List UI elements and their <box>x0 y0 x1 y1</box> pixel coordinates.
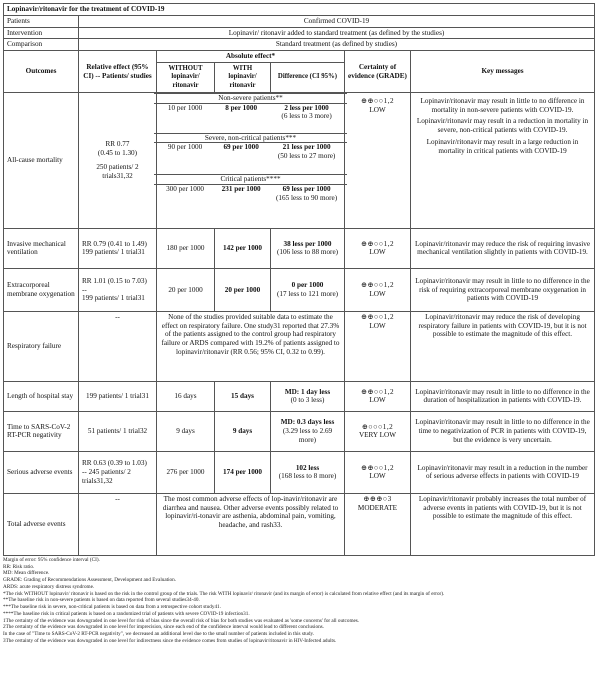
difference-value: 38 less per 1000 <box>283 239 332 248</box>
footnote: 2The certainty of the evidence was downgraded in one level for imprecision, since each end of the confidence interval would lead to different conclusions. <box>3 624 324 631</box>
outcome-label: All-cause mortality <box>4 92 79 228</box>
key-messages-cell <box>411 92 595 228</box>
narrative: None of the studies provided suitable data to estimate the effect on respiratory failure. One study31 reported that 27.3% of the patients assigned to the control group had respiratory failure or ARDS compared with 19.2% of patients assigned to lopinavir/ritonavir (RR 0.56; 95% CI, 0.32 to 0.99). <box>157 311 345 381</box>
footnote: Margin of error: 95% confidence interval (CI). <box>3 556 100 563</box>
subgroup-row <box>157 143 344 174</box>
difference-value: 2 less per 1000 <box>284 103 329 112</box>
pico-value: Confirmed COVID-19 <box>79 15 595 27</box>
header-difference: Difference (CI 95%) <box>271 62 345 92</box>
key-message: Lopinavir/ritonavir may result in little to no difference in the time to negativization of PCR in patients with COVID-19, but the evidence is very uncertain. <box>411 411 595 451</box>
patients-studies: 250 patients/ 2 trials31,32 <box>96 163 139 181</box>
certainty-symbol: ⊕⊕⊕○3 <box>363 494 392 503</box>
difference-value: MD: 1 day less <box>284 387 331 396</box>
outcome-label: Serious adverse events <box>4 451 79 493</box>
without-value: 9 days <box>157 411 215 451</box>
header-absolute-effect: Absolute effect* <box>157 51 345 63</box>
difference-value: 69 less per 1000 <box>282 185 331 194</box>
mortality-subgroups <box>157 92 345 228</box>
header-without: WITHOUT lopinavir/ ritonavir <box>157 62 215 92</box>
certainty-cell <box>345 451 411 493</box>
header-relative-effect: Relative effect (95% CI) -- Patients/ studies <box>79 51 157 93</box>
summary-of-findings-table <box>3 3 595 556</box>
footnote: **The baseline risk in non-severe patients is based on data reported from several studies34-40. <box>3 597 200 604</box>
difference-ci: (106 less to 88 more) <box>276 248 339 257</box>
difference-ci: (50 less to 27 more) <box>277 152 336 161</box>
outcome-label: Extracorporeal membrane oxygenation <box>4 268 79 311</box>
certainty-level: VERY LOW <box>358 431 397 440</box>
difference-ci: (0 to 3 less) <box>290 396 325 405</box>
key-message: Lopinavir/ritonavir may result in a reduction in the number of serious adverse effects in patients with COVID-19 <box>411 451 595 493</box>
difference-ci: (6 less to 3 more) <box>281 112 332 121</box>
key-message: Lopinavir/ritonavir probably increases the total number of adverse events in patients with COVID-19, but it is not possible to estimate the magnitude of this effect. <box>411 493 595 555</box>
rr-value: RR 1.01 (0.15 to 7.03) <box>82 276 147 285</box>
certainty-cell <box>345 381 411 411</box>
certainty-symbol: ⊕⊕○○1,2 <box>360 312 395 321</box>
footnote: ARDS: acute respiratory distress syndrome. <box>3 583 95 590</box>
difference-ci: (17 less to 121 more) <box>276 289 339 298</box>
without-value: 90 per 1000 <box>167 143 203 152</box>
without-value: 180 per 1000 <box>157 228 215 268</box>
with-value: 231 per 1000 <box>221 185 261 194</box>
with-value: 8 per 1000 <box>225 103 258 112</box>
with-value: 69 per 1000 <box>223 143 259 152</box>
certainty-cell <box>345 92 411 228</box>
relative-effect <box>79 92 157 228</box>
narrative: The most common adverse effects of lop-inavir/ritonavir are diarrhea and nausea. Other adverse events possibly related to lopinavir/ri-tonavir are asthenia, abdominal pain, vomiting, headache, and rash33. <box>157 493 345 555</box>
relative-effect <box>79 228 157 268</box>
certainty-level: LOW <box>369 105 386 114</box>
certainty-level: MODERATE <box>357 503 398 512</box>
separator-dashes: -- <box>82 285 87 294</box>
patients-studies: 51 patients/ 1 trial32 <box>79 411 157 451</box>
footnotes <box>3 557 594 645</box>
relative-effect <box>79 268 157 311</box>
difference-value: MD: 0.3 days less <box>280 418 335 427</box>
patients-studies: 199 patients/ 1 trial31 <box>79 381 157 411</box>
certainty-cell <box>345 311 411 381</box>
key-message: Lopinavir/ritonavir may reduce the risk of developing respiratory failure in patients with COVID-19, but it is not possible to estimate the magnitude of this effect. <box>411 311 595 381</box>
footnote: MD: Mean difference. <box>3 570 50 577</box>
certainty-level: LOW <box>369 472 386 481</box>
subgroup-label: Non-severe patients** <box>154 93 347 104</box>
without-value: 276 per 1000 <box>157 451 215 493</box>
difference-cell <box>271 228 345 268</box>
certainty-level: LOW <box>369 248 386 257</box>
without-value: 300 per 1000 <box>166 185 205 194</box>
footnote: 1The certainty of the evidence was downgraded in one level for risk of bias since the overall risk of bias for both studies was evaluated as 'some concerns' for all outcomes. <box>3 617 360 624</box>
certainty-cell <box>345 228 411 268</box>
certainty-symbol: ⊕⊕○○1,2 <box>360 239 395 248</box>
pico-label: Patients <box>4 15 79 27</box>
outcome-label: Time to SARS-CoV-2 RT-PCR negativity <box>4 411 79 451</box>
key-message: Lopinavir/ritonavir may reduce the risk of requiring invasive mechanical ventilation slightly in patients with COVID-19. <box>411 228 595 268</box>
difference-cell <box>271 451 345 493</box>
without-value: 16 days <box>157 381 215 411</box>
certainty-symbol: ⊕⊕○○1,2 <box>360 281 395 290</box>
rr-value: RR 0.79 (0.41 to 1.49) <box>82 239 147 248</box>
subgroup-label: Critical patients**** <box>154 174 347 185</box>
subgroup-row <box>157 185 344 203</box>
certainty-cell <box>345 268 411 311</box>
difference-cell <box>271 411 345 451</box>
certainty-level: LOW <box>369 396 386 405</box>
header-key-messages: Key messages <box>411 51 595 93</box>
rr-value: RR 0.63 (0.39 to 1.03) <box>82 459 147 468</box>
outcome-label: Invasive mechanical ventilation <box>4 228 79 268</box>
pico-value: Standard treatment (as defined by studies) <box>79 39 595 51</box>
patients-studies: 199 patients/ 1 trial31 <box>82 248 145 257</box>
key-message: Lopinavir/ritonavir may result in little to no difference in the risk of requiring extracorporeal membrane oxygenation in patients with COVID-19 <box>411 268 595 311</box>
certainty-cell <box>345 493 411 555</box>
header-certainty: Certainty of evidence (GRADE) <box>345 51 411 93</box>
key-message: Lopinavir/ritonavir may result in a reduction in mortality in severe, non-critical patients with COVID-19. <box>416 117 589 135</box>
certainty-symbol: ⊕⊕○○1,2 <box>360 96 395 105</box>
key-message: Lopinavir/ritonavir may result in little to no difference in mortality in non-severe patients with COVID-19. <box>420 96 585 114</box>
footnote: RR: Risk ratio. <box>3 563 35 570</box>
with-value: 142 per 1000 <box>215 228 271 268</box>
header-outcomes: Outcomes <box>4 51 79 93</box>
outcome-label: Total adverse events <box>4 493 79 555</box>
difference-value: 21 less per 1000 <box>282 143 331 152</box>
difference-value: 102 less <box>295 463 320 472</box>
without-value: 20 per 1000 <box>157 268 215 311</box>
footnote: 3The certainty of the evidence was downgraded in one level for indirectness since the evidence comes from studies of lopinavir/ritonavir in HIV-Infected adults. <box>3 637 337 644</box>
rr-value: RR 0.77 <box>105 139 130 148</box>
patients-studies: 199 patients/ 1 trial31 <box>82 294 145 303</box>
difference-cell <box>271 268 345 311</box>
subgroup-label: Severe, non-critical patients*** <box>154 133 347 144</box>
certainty-symbol: ⊕○○○1,2 <box>361 422 394 431</box>
key-message: Lopinavir/ritonavir may result in little to no difference in the duration of hospitalization in patients with COVID-19. <box>411 381 595 411</box>
table-row <box>4 381 595 411</box>
certainty-level: LOW <box>369 289 386 298</box>
patients-studies: -- 245 patients/ 2 trials31,32 <box>82 468 131 485</box>
with-value: 174 per 1000 <box>215 451 271 493</box>
table-row <box>4 493 595 555</box>
footnote: ***The baseline risk in severe, non-critical patients is based on data from a retrospective cohort study41. <box>3 604 221 611</box>
difference-cell <box>271 381 345 411</box>
table-row <box>4 311 595 381</box>
with-value: 9 days <box>215 411 271 451</box>
difference-ci: (168 less to 8 more) <box>278 472 337 481</box>
outcome-label: Respiratory failure <box>4 311 79 381</box>
certainty-symbol: ⊕⊕○○1,2 <box>360 387 395 396</box>
certainty-level: LOW <box>369 321 386 330</box>
footnote: *The risk WITHOUT lopinavir/ ritonavir is based on the risk in the control group of the trials. The risk WITH lopinavir/ ritonavir (and its margin of error) is calculated from relative effect (and its margin of error). <box>3 590 445 597</box>
pico-label: Intervention <box>4 27 79 39</box>
table-title: Lopinavir/ritonavir for the treatment of COVID-19 <box>4 4 595 16</box>
footnote: GRADE: Grading of Recommendations Assessment, Development and Evaluation. <box>3 577 177 584</box>
relative-effect <box>79 451 157 493</box>
pico-value: Lopinavir/ ritonavir added to standard treatment (as defined by the studies) <box>79 27 595 39</box>
key-message: Lopinavir/ritonavir may result in a large reduction in mortality in critical patients with COVID-19 <box>426 138 579 155</box>
without-value: 10 per 1000 <box>167 103 203 112</box>
relative-effect: -- <box>79 493 157 555</box>
difference-ci: (165 less to 90 more) <box>276 194 338 203</box>
table-row <box>4 411 595 451</box>
outcome-label: Length of hospital stay <box>4 381 79 411</box>
certainty-cell <box>345 411 411 451</box>
difference-value: 0 per 1000 <box>291 281 324 290</box>
table-row <box>4 268 595 311</box>
header-with: WITH lopinavir/ ritonavir <box>215 62 271 92</box>
certainty-symbol: ⊕⊕○○1,2 <box>360 463 395 472</box>
with-value: 20 per 1000 <box>215 268 271 311</box>
subgroup-row <box>157 104 344 133</box>
footnote: ****The baseline risk in critical patients is based on a randomized trial of patients with severe COVID-19 infection31. <box>3 610 250 617</box>
pico-label: Comparison <box>4 39 79 51</box>
table-row <box>4 228 595 268</box>
table-row <box>4 92 595 228</box>
relative-effect: -- <box>79 311 157 381</box>
footnote: In the case of "Time to SARS-CoV-2 RT-PCR negativity", we decreased an additional level due to the small number of patients included in this study. <box>3 631 315 638</box>
table-row <box>4 451 595 493</box>
with-value: 15 days <box>215 381 271 411</box>
difference-ci: (3.29 less to 2.69 more) <box>282 427 333 444</box>
rr-ci: (0.45 to 1.30) <box>97 148 138 157</box>
